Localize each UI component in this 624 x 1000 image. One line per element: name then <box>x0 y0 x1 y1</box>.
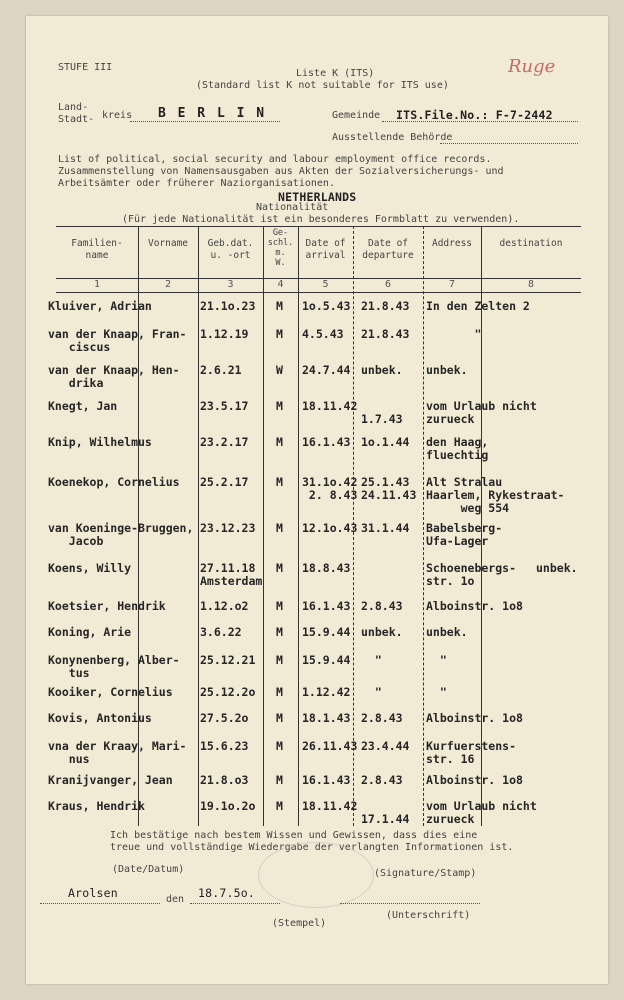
cell-name: Kluiver, Adrian <box>48 299 152 313</box>
col-head-address: Address <box>431 238 473 249</box>
col-head-sex: Ge- schl. m. W. <box>267 228 294 268</box>
cell-dep: " <box>361 653 382 667</box>
date-label: (Date/Datum) <box>112 864 185 875</box>
cell-dep: " <box>361 685 382 699</box>
cell-dob: 21.8.o3 <box>200 773 249 787</box>
cell-sex: M <box>276 327 283 341</box>
cell-arr: 15.9.44 <box>302 653 351 667</box>
cell-dob: 25.12.2o <box>200 685 256 699</box>
cell-dep: 23.4.44 <box>361 739 410 753</box>
cell-addr: Alt Stralau Haarlem, Rykestraat- weg 554 <box>426 475 565 515</box>
cell-addr: " <box>426 653 447 667</box>
cell-arr: 18.11.42 <box>302 799 358 813</box>
cell-dep: unbek. <box>361 363 403 377</box>
cell-arr: 16.1.43 <box>302 599 351 613</box>
cell-dep: 21.8.43 <box>361 299 410 313</box>
cell-addr: Schoenebergs- str. 1o <box>426 561 517 588</box>
cell-dest: unbek. <box>536 561 578 575</box>
cell-addr: unbek. <box>426 625 468 639</box>
nationality-note: (Für jede Nationalität ist ein besonderes Formblatt zu verwenden). <box>122 214 520 225</box>
kreis-value: B E R L I N <box>158 106 267 121</box>
cell-name: Kooiker, Cornelius <box>48 685 173 699</box>
cell-name: Kovis, Antonius <box>48 711 152 725</box>
cell-dob: 1.12.o2 <box>200 599 249 613</box>
cell-sex: M <box>276 435 283 449</box>
col-num-2: 2 <box>164 279 172 290</box>
cell-name: van Koeninge-Bruggen, Jacob <box>48 521 194 548</box>
cell-arr: 26.11.43 <box>302 739 358 753</box>
cell-name: Kranijvanger, Jean <box>48 773 173 787</box>
cell-dep: 2.8.43 <box>361 599 403 613</box>
cell-sex: M <box>276 799 283 813</box>
cell-addr: den Haag, fluechtig <box>426 435 489 462</box>
cell-dob: 23.12.23 <box>200 521 256 535</box>
cell-addr: Kurfuerstens- str. 16 <box>426 739 517 766</box>
cell-dep: unbek. <box>361 625 403 639</box>
cell-addr: vom Urlaub nicht zurueck <box>426 799 537 826</box>
handwritten-initials: Ruge <box>508 56 556 77</box>
nationality-value: NETHERLANDS <box>278 190 357 204</box>
cell-dep: 1o.1.44 <box>361 435 410 449</box>
cell-name: Koning, Arie <box>48 625 132 639</box>
col-num-7: 7 <box>448 279 456 290</box>
confirmation-line-2: treue und vollständige Wiedergabe der verlangten Informationen ist. <box>110 842 514 853</box>
cell-dep: 17.1.44 <box>361 812 410 826</box>
document-sheet <box>26 16 608 984</box>
cell-name: vna der Kraay, Mari- nus <box>48 739 187 766</box>
cell-name: Knegt, Jan <box>48 399 118 413</box>
cell-name: Koenekop, Cornelius <box>48 475 180 489</box>
description-line-3: Arbeitsämter oder früherer Naziorganisationen. <box>58 178 335 189</box>
cell-addr: " <box>426 685 447 699</box>
den-label: den <box>166 894 185 905</box>
cell-addr: Alboinstr. 1o8 <box>426 773 523 787</box>
cell-arr: 4.5.43 <box>302 327 344 341</box>
cell-name: Knip, Wilhelmus <box>48 435 152 449</box>
cell-arr: 16.1.43 <box>302 435 351 449</box>
cell-dob: 19.1o.2o <box>200 799 256 813</box>
cell-sex: M <box>276 685 283 699</box>
cell-dob: 23.5.17 <box>200 399 249 413</box>
cell-sex: M <box>276 653 283 667</box>
cell-sex: M <box>276 739 283 753</box>
cell-arr: 24.7.44 <box>302 363 351 377</box>
col-divider-3 <box>263 226 264 826</box>
cell-dep: 1.7.43 <box>361 412 403 426</box>
unterschrift-label: (Unterschrift) <box>386 910 471 921</box>
col-divider-2 <box>198 226 199 826</box>
cell-sex: M <box>276 475 283 489</box>
cell-sex: M <box>276 773 283 787</box>
col-head-arrival: Date of arrival <box>305 238 346 261</box>
cell-addr: vom Urlaub nicht zurueck <box>426 399 537 426</box>
cell-name: Koens, Willy <box>48 561 132 575</box>
cell-arr: 15.9.44 <box>302 625 351 639</box>
stempel-label: (Stempel) <box>272 918 327 929</box>
cell-name: Konynenberg, Alber- tus <box>48 653 180 680</box>
date-dots <box>190 903 280 904</box>
col-divider-4 <box>298 226 299 826</box>
cell-dep: 2.8.43 <box>361 773 403 787</box>
col-num-8: 8 <box>527 279 535 290</box>
cell-arr: 18.1.43 <box>302 711 351 725</box>
cell-dep: 2.8.43 <box>361 711 403 725</box>
cell-addr: " <box>426 327 482 341</box>
behoerde-dots <box>440 143 578 144</box>
cell-name: van der Knaap, Hen- drika <box>48 363 180 390</box>
signature-dots <box>340 903 480 904</box>
cell-dep: 25.1.43 24.11.43 <box>361 475 417 502</box>
cell-arr: 12.1o.43 <box>302 521 358 535</box>
cell-name: Kraus, Hendrik <box>48 799 145 813</box>
cell-sex: M <box>276 599 283 613</box>
cell-dob: 3.6.22 <box>200 625 242 639</box>
cell-sex: M <box>276 521 283 535</box>
gemeinde-label: Gemeinde <box>332 110 381 121</box>
description-line-2: Zusammenstellung von Namensausgaben aus Akten der Sozialversicherungs- und <box>58 166 504 177</box>
cell-addr: Babelsberg- Ufa-Lager <box>426 521 503 548</box>
cell-arr: 18.8.43 <box>302 561 351 575</box>
cell-sex: M <box>276 399 283 413</box>
col-divider-6 <box>423 226 424 826</box>
stadt-label: Stadt- <box>58 114 95 125</box>
place-value: Arolsen <box>68 886 118 900</box>
liste-title: Liste K (ITS) <box>296 68 375 79</box>
kreis-label: kreis <box>102 110 133 121</box>
table-top-rule <box>56 226 581 227</box>
cell-dob: 15.6.23 <box>200 739 249 753</box>
cell-dob: 2.6.21 <box>200 363 242 377</box>
its-file-number: ITS.File.No.: F-7-2442 <box>396 108 553 122</box>
cell-dob: 27.5.2o <box>200 711 249 725</box>
col-head-family-name: Familien- name <box>71 238 123 261</box>
cell-dob: 21.1o.23 <box>200 299 256 313</box>
cell-arr: 16.1.43 <box>302 773 351 787</box>
cell-sex: M <box>276 625 283 639</box>
col-head-birth: Geb.dat. u. -ort <box>207 238 254 261</box>
col-num-4: 4 <box>277 279 284 290</box>
stufe-label: STUFE III <box>58 62 113 73</box>
faded-stamp <box>258 842 374 908</box>
cell-addr: Alboinstr. 1o8 <box>426 599 523 613</box>
kreis-dots <box>130 121 280 122</box>
col-num-1: 1 <box>93 279 101 290</box>
signature-label: (Signature/Stamp) <box>374 868 477 879</box>
cell-name: van der Knaap, Fran- ciscus <box>48 327 187 354</box>
nationality-label: Nationalität <box>256 202 329 213</box>
col-head-departure: Date of departure <box>362 238 414 261</box>
behoerde-label: Ausstellende Behörde <box>332 132 453 143</box>
cell-sex: M <box>276 561 283 575</box>
cell-addr: Alboinstr. 1o8 <box>426 711 523 725</box>
col-num-5: 5 <box>322 279 329 290</box>
date-value: 18.7.5o. <box>198 886 255 900</box>
col-num-3: 3 <box>227 279 234 290</box>
col-head-destination: destination <box>499 238 563 249</box>
table-numbers-rule <box>56 292 581 293</box>
land-label: Land- <box>58 102 89 113</box>
cell-dob: 25.2.17 <box>200 475 249 489</box>
place-dots <box>40 903 160 904</box>
cell-name: Koetsier, Hendrik <box>48 599 166 613</box>
cell-dob: 27.11.18 Amsterdam <box>200 561 263 588</box>
cell-sex: W <box>276 363 283 377</box>
cell-dep: 31.1.44 <box>361 521 410 535</box>
cell-sex: M <box>276 299 283 313</box>
col-num-6: 6 <box>384 279 392 290</box>
cell-dob: 1.12.19 <box>200 327 249 341</box>
cell-arr: 31.1o.42 2. 8.43 <box>302 475 358 502</box>
col-head-first-name: Vorname <box>147 238 189 249</box>
cell-arr: 18.11.42 <box>302 399 358 413</box>
description-line-1: List of political, social security and labour employment office records. <box>58 154 492 165</box>
cell-sex: M <box>276 711 283 725</box>
cell-dep: 21.8.43 <box>361 327 410 341</box>
cell-arr: 1o.5.43 <box>302 299 351 313</box>
cell-dob: 25.12.21 <box>200 653 256 667</box>
cell-addr: In den Zelten 2 <box>426 299 530 313</box>
cell-dob: 23.2.17 <box>200 435 249 449</box>
cell-addr: unbek. <box>426 363 468 377</box>
confirmation-line-1: Ich bestätige nach bestem Wissen und Gewissen, dass dies eine <box>110 830 478 841</box>
liste-subtitle: (Standard list K not suitable for ITS use) <box>196 80 449 91</box>
cell-arr: 1.12.42 <box>302 685 351 699</box>
